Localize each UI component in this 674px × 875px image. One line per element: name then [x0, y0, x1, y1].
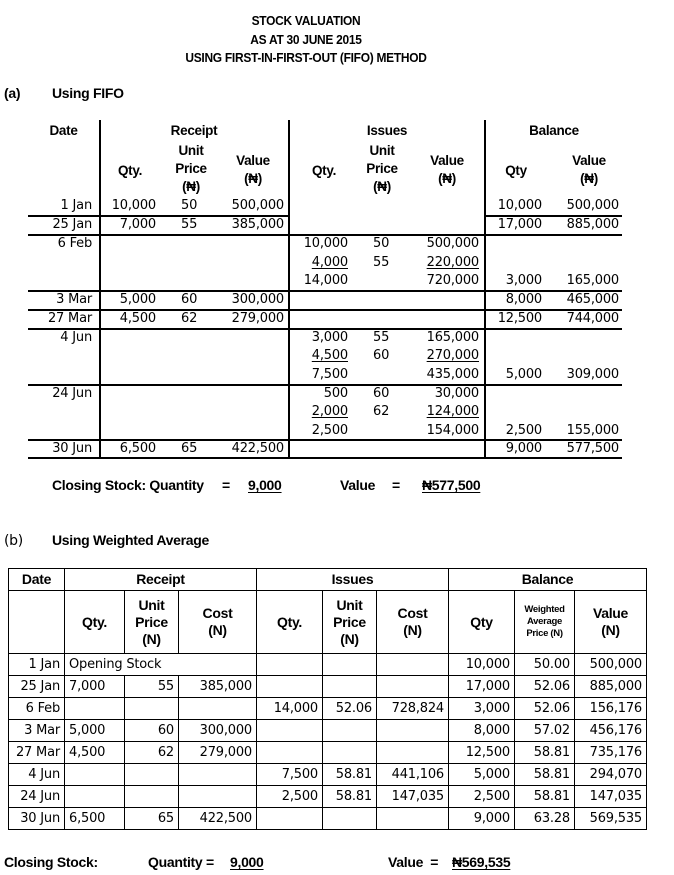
balance-value-header: Value (N) [575, 591, 647, 654]
col-date-header: Date [9, 569, 65, 591]
title-line-3: USING FIRST-IN-FIRST-OUT (FIFO) METHOD [185, 50, 427, 65]
col-receipt-header: Receipt [65, 569, 257, 591]
balance-value-header: Value (₦) [572, 153, 606, 186]
section-b-title: Using Weighted Average [52, 532, 210, 548]
weighted-average-table [8, 568, 647, 830]
opening-stock-note: Opening Stock [65, 654, 257, 676]
col-issues-header: Issues [366, 123, 408, 138]
issues-unit-price-header: Unit Price (N) [323, 591, 377, 654]
receipt-value-header: Value (₦) [236, 153, 270, 186]
closing-quantity: 9,000 [248, 477, 282, 493]
table-row: 27 Mar 4,500 62 279,000 12,500 58.81 735,176 [9, 742, 647, 764]
balance-wap-header: Weighted Average Price (N) [515, 591, 575, 654]
closing-quantity-label: Quantity = [148, 854, 214, 870]
receipt-cost-header: Cost (N) [179, 591, 257, 654]
issues-qty-header: Qty. [311, 163, 337, 178]
issues-qty-header: Qty. [257, 591, 323, 654]
issues-cost-header: Cost (N) [377, 591, 449, 654]
closing-stock-weighted-average [0, 854, 674, 874]
table-row: 4 Jun 7,500 58.81 441,106 5,000 58.81 294,070 [9, 764, 647, 786]
col-issues-header: Issues [257, 569, 449, 591]
receipt-unit-price-header: Unit Price (₦) [175, 143, 207, 194]
title-line-2: AS AT 30 JUNE 2015 [250, 31, 362, 47]
table-row: 1 Jan Opening Stock 10,000 50.00 500,000 [9, 654, 647, 676]
table-row: 24 Jun 2,500 58.81 147,035 2,500 58.81 147,035 [9, 786, 647, 808]
fifo-table: Date Receipt Issues Balance Qty. Unit Price (₦) Value (₦) Qty. Unit Price (₦) Value (₦) Qty Value (₦) 1 Jan 10,000 50 500,000 10,000 500,000 25 Jan 7,000 55 385,000 17,000 885,000 6 Feb 10,000 50 500,000 4,000 55 220,000 14,000 720,000 3,000 165,000 3 Mar 5,000 60 300,000 8,000 465,000 27 Mar 4,500 62 279,000 12,500 744,000 4 Jun 3,000 55 165,000 4,500 60 270,000 7,500 435,000 5,000 309,000 24 Jun 500 60 30,000 2,000 62 124,000 2,500 154,000 2,500 155,000 30 Jun 6,500 65 422,500 9,000 577,500 [28, 120, 622, 460]
section-a-letter: (a) [4, 85, 21, 101]
closing-label: Closing Stock: [4, 854, 98, 870]
empty-header [9, 591, 65, 654]
issues-value-header: Value (₦) [430, 153, 464, 186]
col-balance-header: Balance [449, 569, 647, 591]
col-receipt-header: Receipt [170, 123, 218, 138]
issues-unit-price-header: Unit Price (₦) [366, 143, 398, 194]
table-row: 6 Feb 14,000 52.06 728,824 3,000 52.06 156,176 [9, 698, 647, 720]
balance-qty-header: Qty [505, 163, 527, 178]
section-b-letter: (b) [4, 533, 23, 549]
closing-quantity: 9,000 [230, 854, 264, 870]
receipt-qty-header: Qty. [117, 163, 143, 178]
row-divider [28, 457, 622, 459]
closing-value: ₦569,535 [452, 854, 511, 870]
table-row: 25 Jan 7,000 55 385,000 17,000 52.06 885,000 [9, 676, 647, 698]
closing-value-label: Value = [388, 854, 439, 870]
closing-value: ₦577,500 [422, 477, 481, 493]
receipt-unit-price-header: Unit Price (N) [125, 591, 179, 654]
section-b-heading [4, 532, 209, 549]
closing-label: Closing Stock: Quantity [52, 477, 204, 493]
receipt-qty-header: Qty. [65, 591, 125, 654]
section-a-heading [4, 85, 124, 101]
title-line-1: STOCK VALUATION [251, 13, 361, 28]
col-balance-header: Balance [529, 123, 579, 138]
col-date-header: Date [49, 123, 78, 138]
divider [99, 120, 101, 458]
table-row: 30 Jun 6,500 65 422,500 9,000 63.28 569,535 [9, 808, 647, 830]
table-row: 3 Mar 5,000 60 300,000 8,000 57.02 456,176 [9, 720, 647, 742]
balance-qty-header: Qty [449, 591, 515, 654]
document-title [0, 12, 612, 68]
closing-value-label: Value [340, 477, 376, 493]
section-a-title: Using FIFO [52, 85, 124, 101]
